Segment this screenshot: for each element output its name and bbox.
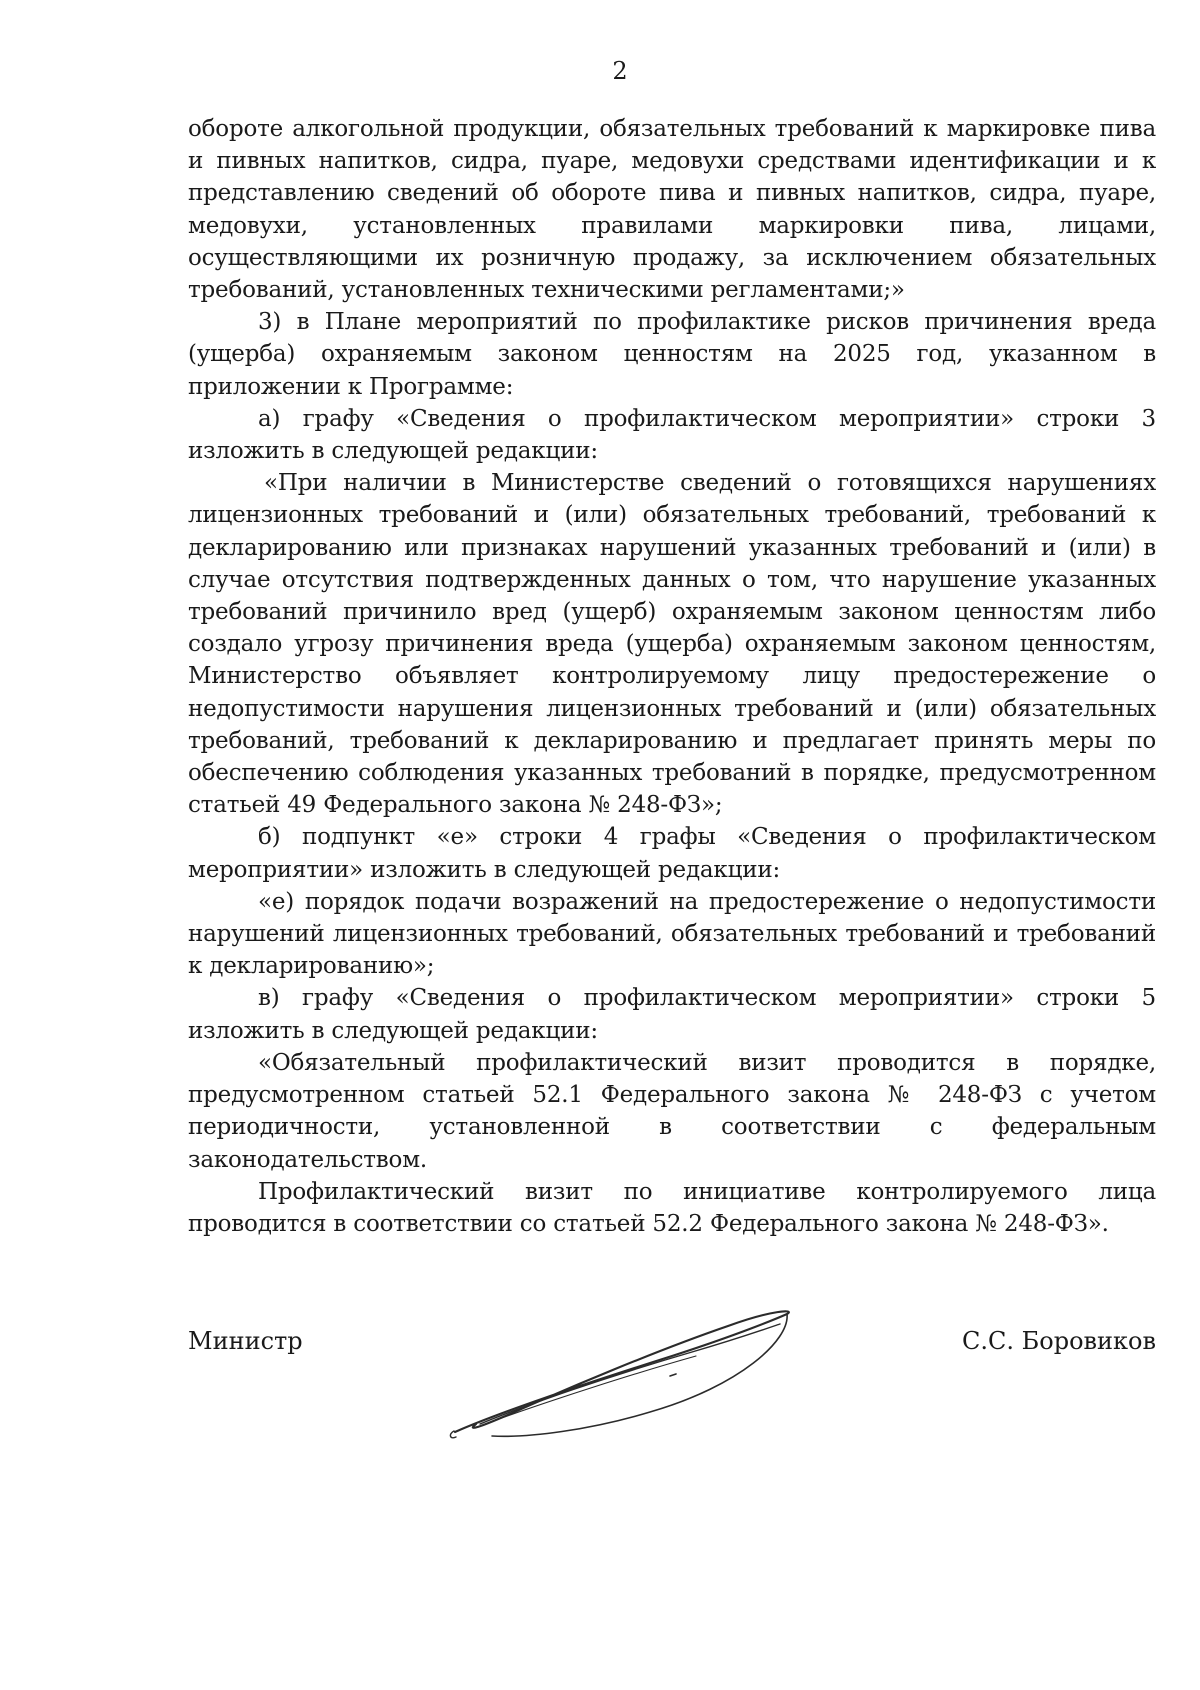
signatory-name: С.С. Боровиков <box>962 1327 1156 1355</box>
paragraph-subitem-v: в) графу «Сведения о профилактическом мероприятии» строки 5 изложить в следующей редакции: <box>188 985 1156 1044</box>
paragraph-quote-b: «е) порядок подачи возражений на предостережение о недопустимости нарушений лицензионных требований, обязательных требований и требований к декларированию»; <box>188 888 1156 980</box>
signatory-role: Министр <box>188 1327 303 1355</box>
paragraph-quote-a: «При наличии в Министерстве сведений о готовящихся нарушениях лицензионных требований и (или) обязательных требований, требований к декларированию или признаках нарушений указанных требований и (или) в случае отсутствия подтвержденных данных о том, что нарушение указанных требований причинило вред (ущерб) охраняемым законом ценностям либо создало угрозу причинения вреда (ущерба) охраняемым законом ценностям, Министерство объявляет контролируемому лицу предостережение о недопустимости нарушения лицензионных требований и (или) обязательных требований, требований к декларированию и предлагает принять меры по обеспечению соблюдения указанных требований в порядке, предусмотренном статьей 49 Федерального закона № 248-ФЗ»; <box>188 470 1156 819</box>
document-body <box>188 113 1156 1240</box>
paragraph-quote-v-continued: Профилактический визит по инициативе контролируемого лица проводится в соответствии со статьей 52.2 Федерального закона № 248-ФЗ». <box>188 1178 1156 1237</box>
paragraph-item-3: 3) в Плане мероприятий по профилактике рисков причинения вреда (ущерба) охраняемым законом ценностям на 2025 год, указанном в приложении к Программе: <box>188 309 1156 400</box>
paragraph-subitem-b: б) подпункт «е» строки 4 графы «Сведения о профилактическом мероприятии» изложить в следующей редакции: <box>188 824 1156 883</box>
paragraph-continuation: обороте алкогольной продукции, обязательных требований к маркировке пива и пивных напитков, сидра, пуаре, медовухи средствами идентификации и к представлению сведений об обороте пива и пивных напитков, сидра, пуаре, медовухи, установленных правилами маркировки пива, лицами, осуществляющими их розничную продажу, за исключением обязательных требований, установленных техническими регламентами;» <box>188 116 1156 304</box>
page-number: 2 <box>612 57 628 85</box>
paragraph-quote-v: «Обязательный профилактический визит проводится в порядке, предусмотренном статьей 52.1 Федерального закона № 248-ФЗ с учетом периодичности, установленной в соответствии с федеральным законодательством. <box>188 1049 1156 1173</box>
paragraph-subitem-a: а) графу «Сведения о профилактическом мероприятии» строки 3 изложить в следующей редакции: <box>188 405 1156 465</box>
handwritten-signature <box>440 1300 800 1450</box>
